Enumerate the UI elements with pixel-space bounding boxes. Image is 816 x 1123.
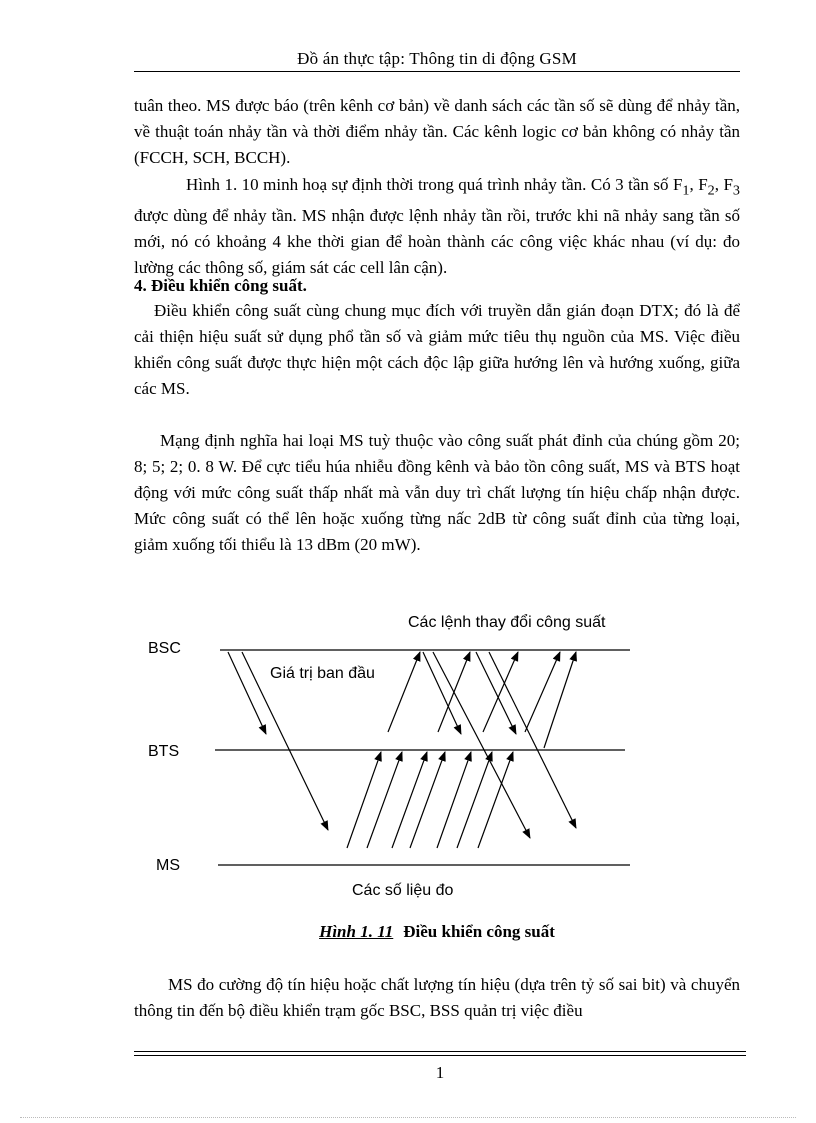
page-header-title: Đồ án thực tập: Thông tin di động GSM [297,49,577,68]
arrow-meas-1-ms-bts [347,752,381,848]
power-control-diagram [140,600,640,910]
paragraph-timing-part-d: được dùng để nhảy tần. MS nhận được lệnh nhảy tần rồi, trước khi nã nhảy sang tần số mới, nó có khoảng 4 khe thời gian để hoàn thành các công việc khác nhau (ví dụ: đo lường các thông số, giám sát các cell lân cận). [134,206,740,278]
arrow-meas-5-bts-bsc [544,652,576,748]
label-bts: BTS [148,743,180,760]
subscript-1: 1 [682,182,690,199]
section-heading-power-control: 4. Điều khiển công suất. [134,276,307,295]
arrow-initial-bsc-bts [228,652,266,734]
arrow-meas-5-ms-bts [437,752,471,848]
label-power-commands: Các lệnh thay đổi công suất [408,614,606,631]
subscript-3: 3 [732,182,740,199]
arrow-meas-7-ms-bts [478,752,513,848]
figure-number: Hình 1. 11 [319,922,394,941]
label-bsc: BSC [148,640,181,657]
footer-divider [134,1051,746,1052]
paragraph-timing-part-a: Hình 1. 10 minh hoạ sự định thời trong quá trình nhảy tần. Có 3 tần số F [186,175,683,194]
label-measurements: Các số liệu đo [352,882,454,899]
label-initial-value: Giá trị ban đầu [270,665,375,682]
paragraph-frequency-hopping: tuân theo. MS được báo (trên kênh cơ bản) về danh sách các tần số sẽ dùng để nhảy tần, về thuật toán nhảy tần và thời điểm nhảy tần. Các kênh logic cơ bản không có nhảy tần (FCCH, SCH, BCCH). [134,96,740,167]
footer-divider-thin [134,1055,746,1056]
paragraph-ms-classes: Mạng định nghĩa hai loại MS tuỳ thuộc vào công suất phát đỉnh của chúng gồm 20; 8; 5; 2; 0. 8 W. Để cực tiểu húa nhiễu đồng kênh và bảo tồn công suất, MS và BTS hoạt động với mức công suất thấp nhất mà vẫn duy trì chất lượng tín hiệu chấp nhận được. Mức công suất có thể lên hoặc xuống từng nấc 2dB từ công suất đỉnh của từng loại, giảm xuống tối thiểu là 13 dBm (20 mW). [134,431,740,554]
arrow-cmd-3-bts [476,652,516,734]
paragraph-timing [134,172,740,281]
header-divider [134,71,740,72]
page-bottom-dotted-border [20,1117,796,1118]
figure-caption [134,922,740,942]
page-number: 1 [435,1063,445,1082]
paragraph-ms-measurement: MS đo cường độ tín hiệu hoặc chất lượng tín hiệu (dựa trên tỷ số sai bit) và chuyển thông tin đến bộ điều khiển trạm gốc BSC, BSS quản trị việc điều [134,975,740,1020]
arrow-meas-4-ms-bts [410,752,445,848]
paragraph-timing-part-c: , F [714,175,733,194]
arrow-cmd-4-ms [489,652,576,828]
figure-title: Điều khiển công suất [403,922,555,941]
paragraph-timing-part-b: , F [689,175,708,194]
arrow-meas-6-ms-bts [457,752,492,848]
arrow-cmd-2-ms [433,652,530,838]
arrow-meas-4-bts-bsc [525,652,560,732]
arrow-meas-3-bts-bsc [483,652,518,732]
label-ms: MS [156,857,180,874]
arrow-meas-1-bts-bsc [388,652,420,732]
subscript-2: 2 [707,182,715,199]
paragraph-power-control-intro: Điều khiển công suất cùng chung mục đích với truyền dẫn gián đoạn DTX; đó là để cải thiện hiệu suất sử dụng phổ tần số và giảm mức tiêu thụ nguồn của MS. Việc điều khiển công suất được thực hiện một cách độc lập giữa hướng lên và hướng xuống, giữa các MS. [134,301,740,398]
